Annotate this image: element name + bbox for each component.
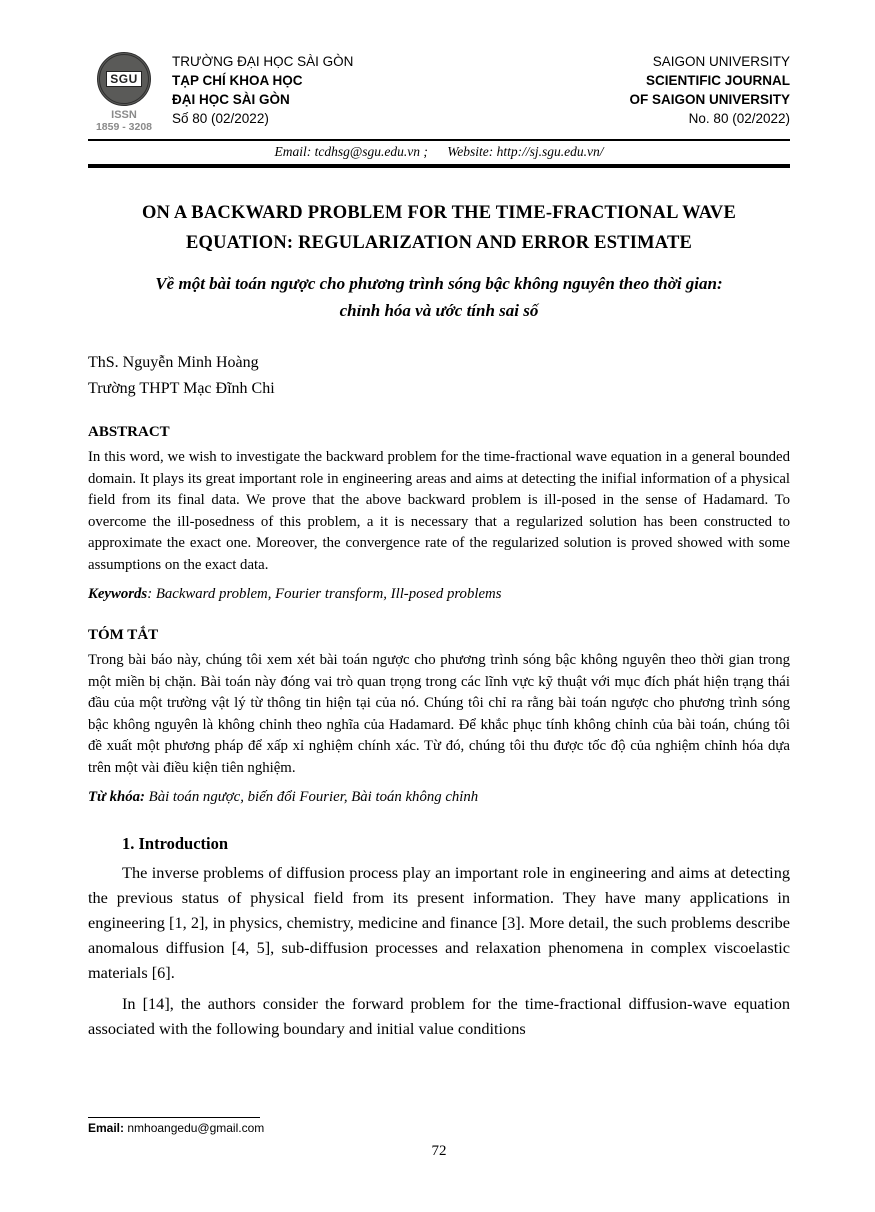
sgu-seal-icon xyxy=(97,52,151,106)
issn-label: ISSN xyxy=(111,109,137,121)
keywords-label: Keywords xyxy=(88,586,148,602)
article-title-vi-line1: Về một bài toán ngược cho phương trình sóng bậc không nguyên theo thời gian: xyxy=(155,274,723,293)
keywords-text: : Backward problem, Fourier transform, Ill-posed problems xyxy=(147,586,502,602)
tukhoa-label: Từ khóa: xyxy=(88,789,145,805)
journal-website: Website: http://sj.sgu.edu.vn/ xyxy=(447,144,604,159)
journal-title-en-line1: SCIENTIFIC JOURNAL xyxy=(645,73,790,88)
issue-number-en: No. 80 (02/2022) xyxy=(688,111,790,126)
tomtat-heading: TÓM TẮT xyxy=(88,627,159,643)
abstract-body: In this word, we wish to investigate the backward problem for the time-fractional wave equation in a general bounded domain. It plays its great important role in engineering areas and aims at detecting the inifial information of a physical field from its final data. We prove that the above backward problem is ill-posed in the sense of Hadamard. To overcome the ill-posedness of this problem, a it is necessary that a regularized solution has been constructed to approximate the exact one. Moreover, the convergence rate of the regularized solution is proved showed with some assumptions on the exact data. xyxy=(88,449,790,573)
journal-name-en xyxy=(629,52,790,128)
article-title-vi xyxy=(88,270,790,324)
keywords-line xyxy=(88,584,790,605)
introduction-paragraph-2: In [14], the authors consider the forward problem for the time-fractional diffusion-wave equation associated with the following boundary and initial value conditions xyxy=(88,994,790,1038)
sgu-acronym: SGU xyxy=(106,71,142,87)
university-name-en: SAIGON UNIVERSITY xyxy=(652,54,790,69)
introduction-paragraph-1: The inverse problems of diffusion process play an important role in engineering and aims at detecting the previous status of physical field from its present information. They have many applications in engineering [1, 2], in physics, chemistry, medicine and finance [3]. More detail, the such problems describe anomalous diffusion [4, 5], sub-diffusion processes and relaxation phenomena in complex viscoelastic materials [6]. xyxy=(88,863,790,982)
corresponding-email-label: Email: xyxy=(88,1121,125,1135)
author-block xyxy=(88,350,790,402)
journal-name-vi xyxy=(172,52,353,128)
article-title-en-line1: ON A BACKWARD PROBLEM FOR THE TIME-FRACTIONAL WAVE xyxy=(141,203,737,223)
journal-email: Email: tcdhsg@sgu.edu.vn ; xyxy=(274,144,428,159)
journal-title-vi-line1: TẠP CHÍ KHOA HỌC xyxy=(172,73,303,88)
footnote-divider xyxy=(88,1117,260,1118)
university-name-vi: TRƯỜNG ĐẠI HỌC SÀI GÒN xyxy=(172,54,354,69)
tukhoa-text: Bài toán ngược, biến đổi Fourier, Bài toán không chỉnh xyxy=(144,789,479,805)
introduction-heading: 1. Introduction xyxy=(122,834,229,853)
issn-number: 1859 - 3208 xyxy=(95,121,153,133)
corresponding-email-text: nmhoangedu@gmail.com xyxy=(124,1121,265,1135)
journal-title-en-line2: OF SAIGON UNIVERSITY xyxy=(629,92,790,107)
article-title-en-line2: EQUATION: REGULARIZATION AND ERROR ESTIMATE xyxy=(185,233,693,253)
tukhoa-line xyxy=(88,787,790,808)
journal-contact-bar xyxy=(88,139,790,168)
article-title-vi-line2: chỉnh hóa và ước tính sai số xyxy=(339,301,539,320)
journal-header xyxy=(88,52,790,133)
author-affiliation: Trường THPT Mạc Đĩnh Chi xyxy=(88,380,275,397)
article-title-en xyxy=(88,198,790,258)
abstract-heading: ABSTRACT xyxy=(88,424,170,440)
journal-title-vi-line2: ĐẠI HỌC SÀI GÒN xyxy=(172,92,290,107)
corresponding-email-line xyxy=(88,1121,790,1135)
page-number: 72 xyxy=(431,1143,447,1159)
page-footer xyxy=(88,1117,790,1160)
issue-number-vi: Số 80 (02/2022) xyxy=(172,111,269,126)
tomtat-body: Trong bài báo này, chúng tôi xem xét bài toán ngược cho phương trình sóng bậc không nguyên theo thời gian trong một miền bị chặn. Bài toán này đóng vai trò quan trọng trong các lĩnh vực kỹ thuật với mục đích phát hiện trạng thái đầu của một trường vật lý từ thông tin hiện tại của nó. Chúng tôi chỉ ra rằng bài toán ngược cho phương trình sóng bậc không nguyên là không chỉnh theo nghĩa của Hadamard. Để khắc phục tính không chỉnh của bài toán, chúng tôi đề xuất một phương pháp để xấp xỉ nghiệm chính xác. Từ đó, chúng tôi thu được tốc độ của nghiệm chỉnh hóa dựa trên một vài điều kiện tiên nghiệm. xyxy=(88,652,790,776)
author-name: ThS. Nguyễn Minh Hoàng xyxy=(88,354,259,371)
journal-logo xyxy=(88,52,160,133)
